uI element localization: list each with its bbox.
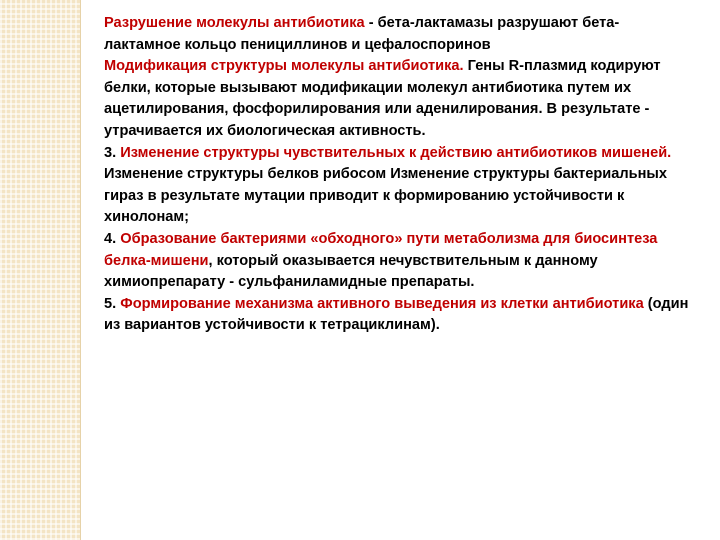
heading-target-structure-change: Изменение структуры чувствительных к действию антибиотиков мишеней.: [120, 144, 672, 161]
paragraph-5-text: (один из вариантов устойчивости к тетрациклинам).: [104, 295, 689, 334]
paragraph-3-number: 3.: [104, 144, 121, 161]
heading-active-efflux: Формирование механизма активного выведения из клетки антибиотика: [120, 295, 644, 312]
paragraph-4-text: , который оказывается нечувствительным к данному химиопрепарату - сульфаниламидные препараты.: [104, 252, 598, 291]
heading-antibiotic-destruction: Разрушение молекулы антибиотика: [104, 15, 365, 31]
paragraph-3-text: Изменение структуры белков рибосом Изменение структуры бактериальных гираз в результате мутации приводит к формированию устойчивости к хинолонам;: [104, 166, 668, 226]
paragraph-2-text: Гены R-плазмид кодируют белки, которые вызывают модификации молекул антибиотика путем их ацетилирования, фосфорилирования или аденилирования. В результате - утрачивается их биологическая активность.: [104, 58, 661, 139]
side-band-divider: [80, 0, 81, 540]
slide-content: [104, 13, 694, 337]
paragraph-5: [104, 294, 694, 337]
paragraph-2: [104, 56, 694, 142]
paragraph-5-number: 5.: [104, 295, 121, 312]
paragraph-3: [104, 143, 694, 229]
paragraph-1-text: - бета-лактамазы разрушают бета-лактамное кольцо пенициллинов и цефалоспоринов: [104, 15, 620, 53]
heading-molecule-modification: Модификация структуры молекулы антибиотика.: [104, 58, 464, 75]
paragraph-4: [104, 229, 694, 294]
heading-bypass-pathway: Образование бактериями «обходного» пути метаболизма для биосинтеза белка-мишени: [104, 230, 658, 269]
decorative-side-band: [0, 0, 80, 540]
paragraph-4-number: 4.: [104, 230, 121, 247]
paragraph-1: [104, 13, 694, 56]
